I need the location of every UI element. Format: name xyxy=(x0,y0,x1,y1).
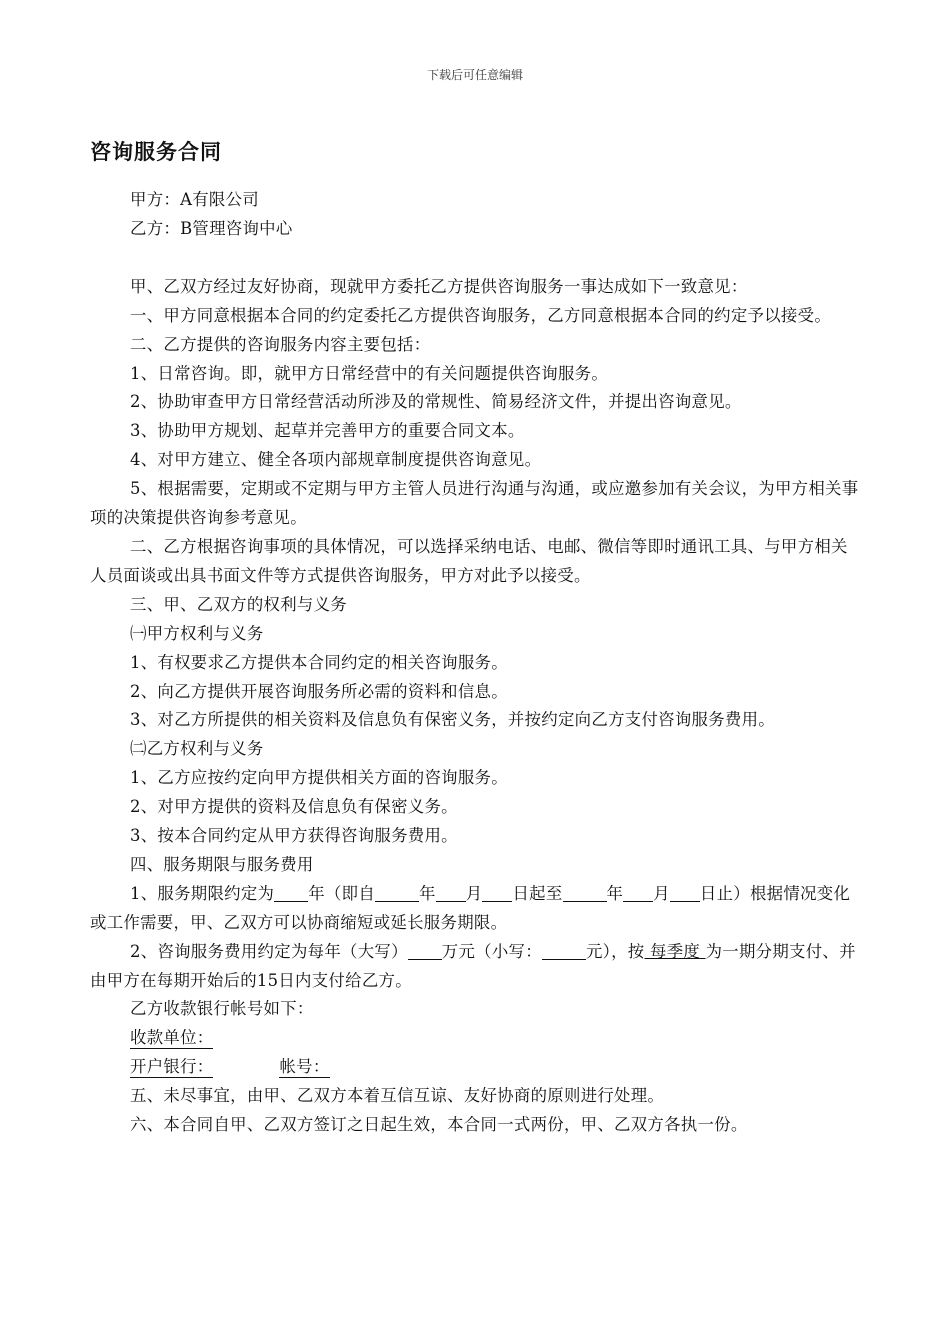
clause-3b-item-2: 2、对甲方提供的资料及信息负有保密义务。 xyxy=(130,797,458,817)
blank-field[interactable] xyxy=(274,883,308,902)
clause-1: 一、甲方同意根据本合同的约定委托乙方提供咨询服务，乙方同意根据本合同的约定予以接受。 xyxy=(130,305,832,325)
page-header: 下载后可任意编辑 xyxy=(426,68,523,82)
clause-3a-item-1: 1、有权要求乙方提供本合同约定的相关咨询服务。 xyxy=(130,652,508,672)
text-fragment: 为一期分期支付、并由甲方在每期开始后的15日内支付给乙方。 xyxy=(90,941,856,990)
text-fragment: 元），按 xyxy=(585,941,645,961)
text-fragment: 月 xyxy=(465,883,483,903)
clause-2-item-1: 1、日常咨询。即，就甲方日常经营中的有关问题提供咨询服务。 xyxy=(130,363,609,383)
spacer xyxy=(90,244,860,273)
blank-field[interactable] xyxy=(563,883,607,902)
clause-3a-item-3: 3、对乙方所提供的相关资料及信息负有保密义务，并按约定向乙方支付咨询服务费用。 xyxy=(130,710,775,730)
clause-4-item-2 xyxy=(90,938,860,996)
payee-line xyxy=(90,1024,860,1053)
clause-3b-item-1: 1、乙方应按约定向甲方提供相关方面的咨询服务。 xyxy=(130,768,508,788)
clause-4: 四、服务期限与服务费用 xyxy=(130,854,314,874)
clause-5: 五、未尽事宜，由甲、乙双方本着互信互谅、友好协商的原则进行处理。 xyxy=(130,1086,665,1106)
text-fragment: 年（即自 xyxy=(308,883,376,903)
party-a: 甲方：A有限公司 xyxy=(130,190,259,209)
blank-field[interactable] xyxy=(482,883,512,902)
bank-line xyxy=(90,1053,860,1082)
clause-2: 二、乙方提供的咨询服务内容主要包括： xyxy=(130,334,431,354)
clause-2-item-2: 2、协助审查甲方日常经营活动所涉及的常规性、简易经济文件，并提出咨询意见。 xyxy=(130,392,742,412)
text-fragment: 1、服务期限约定为 xyxy=(130,883,275,903)
clause-3a-heading: ㈠甲方权利与义务 xyxy=(130,623,264,643)
clause-2-item-4: 4、对甲方建立、健全各项内部规章制度提供咨询意见。 xyxy=(130,450,542,470)
text-fragment: 年 xyxy=(419,883,436,903)
document-title: 咨询服务合同 xyxy=(90,140,222,164)
blank-field[interactable] xyxy=(375,883,419,902)
blank-field[interactable] xyxy=(408,941,442,960)
blank-field[interactable] xyxy=(436,883,466,902)
clause-3: 三、甲、乙双方的权利与义务 xyxy=(130,594,347,614)
clause-2-item-3: 3、协助甲方规划、起草并完善甲方的重要合同文本。 xyxy=(130,421,525,441)
party-b: 乙方：B管理咨询中心 xyxy=(130,218,293,238)
account-label: 帐号： xyxy=(279,1057,330,1077)
clause-3b-item-3: 3、按本合同约定从甲方获得咨询服务费用。 xyxy=(130,826,458,846)
payee-label: 收款单位： xyxy=(130,1028,214,1048)
clause-3b-heading: ㈡乙方权利与义务 xyxy=(130,739,264,759)
text-fragment: 万元（小写： xyxy=(441,941,542,961)
bank-intro: 乙方收款银行帐号如下： xyxy=(130,999,314,1019)
blank-field[interactable] xyxy=(623,883,653,902)
contract-body xyxy=(90,186,860,1140)
intro-paragraph: 甲、乙双方经过友好协商，现就甲方委托乙方提供咨询服务一事达成如下一致意见： xyxy=(130,276,748,296)
blank-field[interactable] xyxy=(542,941,586,960)
blank-field[interactable] xyxy=(670,883,700,902)
clause-4-item-1 xyxy=(90,880,860,938)
text-fragment: 年 xyxy=(606,883,624,903)
text-fragment: 月 xyxy=(653,883,670,903)
text-fragment: 日止）根据情况变化或工作需要，甲、乙双方可以协商缩短或延长服务期限。 xyxy=(90,883,851,932)
clause-6: 六、本合同自甲、乙双方签订之日起生效，本合同一式两份，甲、乙双方各执一份。 xyxy=(130,1115,748,1135)
clause-2b: 二、乙方根据咨询事项的具体情况，可以选择采纳电话、电邮、微信等即时通讯工具、与甲方相关人员面谈或出具书面文件等方式提供咨询服务，甲方对此予以接受。 xyxy=(90,536,848,585)
clause-3a-item-2: 2、向乙方提供开展咨询服务所必需的资料和信息。 xyxy=(130,681,508,701)
text-fragment: 2、咨询服务费用约定为每年（大写） xyxy=(130,941,408,961)
text-fragment: 日起至 xyxy=(512,883,563,903)
clause-2-item-5: 5、根据需要，定期或不定期与甲方主管人员进行沟通与沟通，或应邀参加有关会议，为甲方相关事项的决策提供咨询参考意见。 xyxy=(90,479,859,528)
payment-period: 每季度 xyxy=(644,941,706,961)
bank-label: 开户银行： xyxy=(130,1057,214,1077)
